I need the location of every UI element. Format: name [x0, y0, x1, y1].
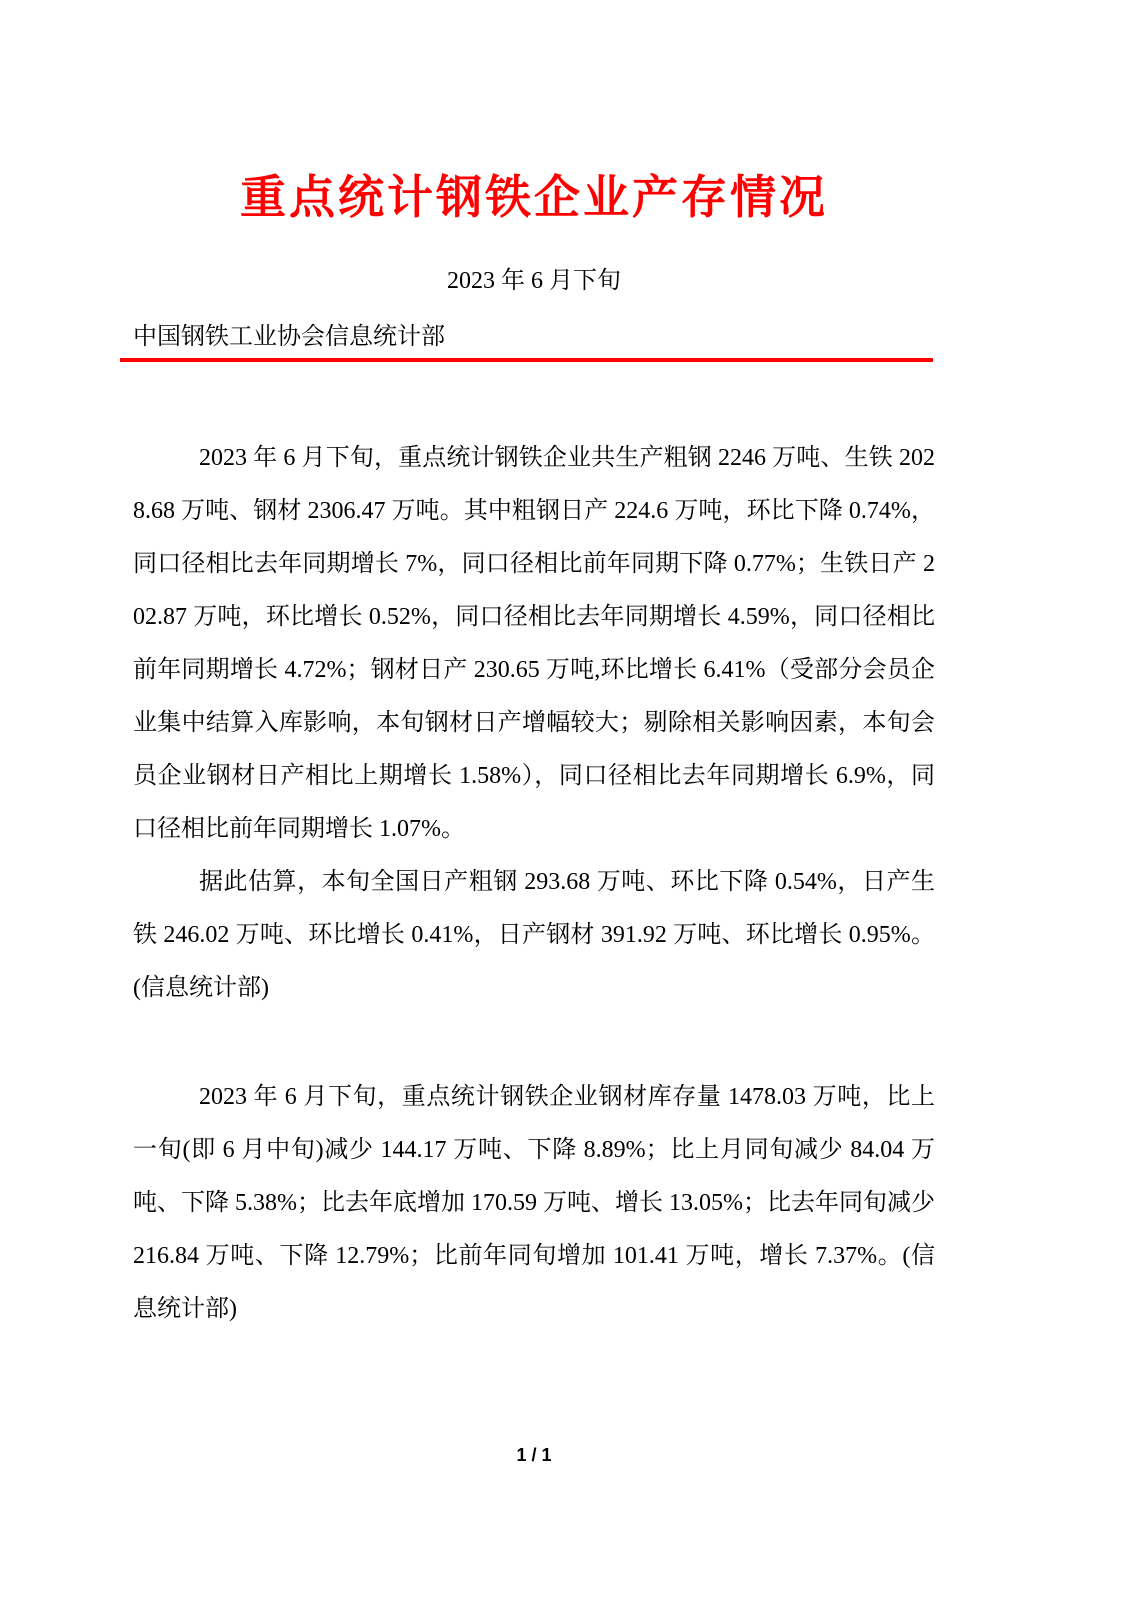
document-subtitle: 2023 年 6 月下旬 — [447, 268, 621, 294]
page-number: 1 / 1 — [516, 1445, 552, 1465]
body-paragraph-production: 2023 年 6 月下旬，重点统计钢铁企业共生产粗钢 2246 万吨、生铁 2028.68 万吨、钢材 2306.47 万吨。其中粗钢日产 224.6 万吨，环比下降 0.74%，同口径相比去年同期增长 7%，同口径相比前年同期下降 0.77%；生铁日产 202.87 万吨，环比增长 0.52%，同口径相比去年同期增长 4.59%，同口径相比前年同期增长 4.72%；钢材日产 230.65 万吨,环比增长 6.41%（受部分会员企业集中结算入库影响，本旬钢材日产增幅较大；剔除相关影响因素，本旬会员企业钢材日产相比上期增长 1.58%），同口径相比去年同期增长 6.9%，同口径相比前年同期增长 1.07%。 — [133, 445, 935, 842]
document-title: 重点统计钢铁企业产存情况 — [240, 171, 828, 223]
document-body — [133, 432, 935, 1336]
department-name: 中国钢铁工业协会信息统计部 — [133, 324, 445, 350]
red-divider — [120, 358, 933, 362]
body-paragraph-national-estimate: 据此估算，本旬全国日产粗钢 293.68 万吨、环比下降 0.54%，日产生铁 246.02 万吨、环比增长 0.41%，日产钢材 391.92 万吨、环比增长 0.95%。(信息统计部) — [133, 869, 935, 1001]
body-paragraph-inventory: 2023 年 6 月下旬，重点统计钢铁企业钢材库存量 1478.03 万吨，比上一旬(即 6 月中旬)减少 144.17 万吨、下降 8.89%；比上月同旬减少 84.04 万吨、下降 5.38%；比去年底增加 170.59 万吨、增长 13.05%；比去年同旬减少 216.84 万吨、下降 12.79%；比前年同旬增加 101.41 万吨，增长 7.37%。(信息统计部) — [133, 1084, 935, 1322]
